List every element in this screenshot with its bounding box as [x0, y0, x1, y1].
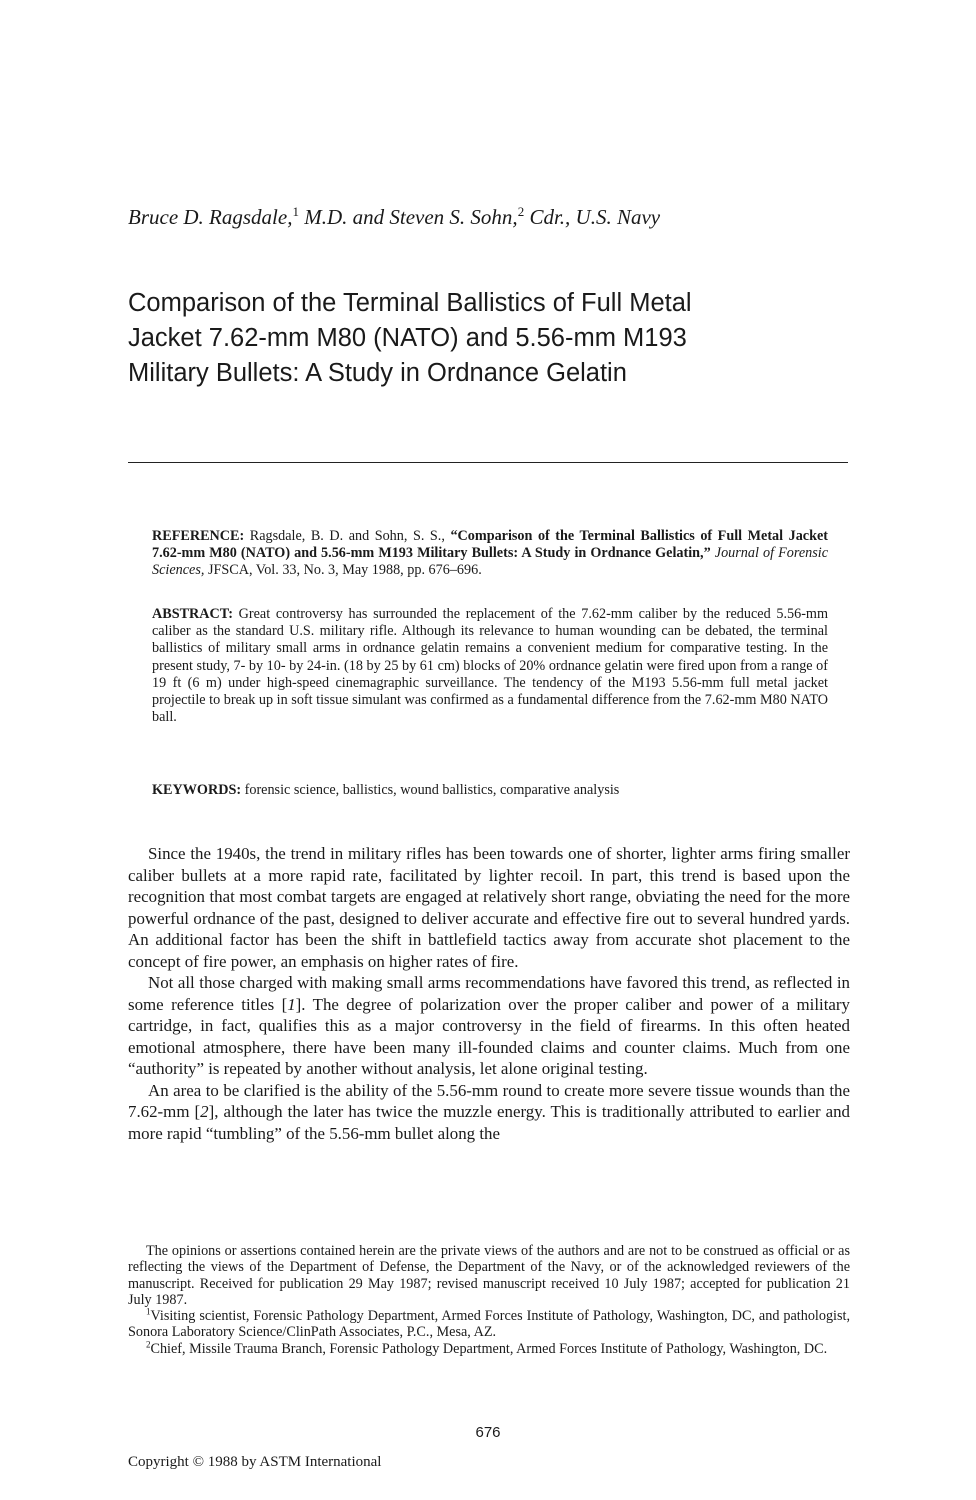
citation-1: 1	[287, 994, 296, 1014]
title-divider	[128, 462, 848, 463]
abstract-block	[152, 606, 828, 726]
keywords-block	[152, 782, 828, 799]
abstract-label: ABSTRACT:	[152, 606, 233, 622]
article-title	[128, 286, 858, 391]
title-line-2: Jacket 7.62-mm M80 (NATO) and 5.56-mm M193	[128, 324, 687, 352]
body-paragraph-1: Since the 1940s, the trend in military rifles has been towards one of shorter, lighter arms firing smaller caliber bullets at a more rapid rate, facilitated by lighter recoil. In part, this trend is based upon the recognition that most combat targets are engaged at relatively short range, obviating the need for the more powerful ordnance of the past, designed to deliver accurate and effective fire out to several hundred yards. An additional factor has been the shift in battlefield tactics away from accurate shot placement to the concept of fire power, an emphasis on higher rates of fire.	[128, 844, 850, 971]
author-2-rank: Cdr., U.S. Navy	[529, 205, 661, 229]
copyright-notice: Copyright © 1988 by ASTM International	[128, 1454, 382, 1470]
author-1-degree-and-author-2: M.D. and Steven S. Sohn,	[304, 205, 518, 229]
reference-journal: Journal of Forensic Sciences,	[152, 545, 829, 579]
reference-details: JFSCA, Vol. 33, No. 3, May 1988, pp. 676–696.	[207, 562, 482, 579]
footnote-1	[128, 1308, 850, 1341]
body-paragraph-2-part-a: Not all those charged with making small arms recommendations have favored this trend, as reflected in some reference titles [	[128, 973, 850, 1014]
keywords-text: forensic science, ballistics, wound ballistics, comparative analysis	[244, 782, 620, 798]
body-paragraph-3	[128, 1080, 850, 1145]
author-2-footnote-mark: 2	[517, 204, 525, 219]
body-text	[128, 843, 850, 1144]
body-paragraph-3-part-b: ], although the later has twice the muzzle energy. This is traditionally attributed to earlier and more rapid “tumbling” of the 5.56-mm bullet along the	[128, 1102, 850, 1143]
author-line	[128, 203, 848, 231]
citation-2: 2	[200, 1102, 209, 1121]
reference-block	[152, 528, 828, 580]
body-paragraph-2-part-b: ]. The degree of polarization over the proper caliber and power of a military cartridge, in fact, qualifies this as a major controversy in the field of firearms. In this often heated emotional atmosphere, there have been many ill-founded claims and counter claims. Much from one “authority” is repeated by another without analysis, let alone original testing.	[128, 994, 851, 1078]
title-line-1: Comparison of the Terminal Ballistics of Full Metal	[128, 289, 692, 317]
keywords-label: KEYWORDS:	[152, 782, 242, 798]
reference-title: “Comparison of the Terminal Ballistics of Full Metal Jacket 7.62-mm M80 (NATO) and 5.56-mm M193 Military Bullets: A Study in Ordnance Gelatin,”	[152, 528, 829, 562]
body-paragraph-3-part-a: An area to be clarified is the ability of the 5.56-mm round to create more severe tissue wounds than the 7.62-mm [	[128, 1080, 850, 1121]
footnote-disclaimer: The opinions or assertions contained herein are the private views of the authors and are not to be construed as official or as reflecting the views of the Department of Defense, the Department of the Navy, or of the acknowledged reviewers of the manuscript. Received for publication 29 May 1987; revised manuscript received 10 July 1987; accepted for publication 21 July 1987.	[128, 1243, 850, 1308]
title-line-3: Military Bullets: A Study in Ordnance Gelatin	[128, 359, 627, 387]
author-1-footnote-mark: 1	[292, 204, 299, 219]
reference-label: REFERENCE:	[152, 528, 245, 544]
footnote-2	[128, 1341, 850, 1357]
reference-authors: Ragsdale, B. D. and Sohn, S. S.,	[249, 528, 445, 544]
footnote-1-text: Visiting scientist, Forensic Pathology Department, Armed Forces Institute of Pathology, Washington, DC, and pathologist, Sonora Laboratory Science/ClinPath Associates, P.C., Mesa, AZ.	[128, 1308, 850, 1341]
author-1-name: Bruce D. Ragsdale,	[128, 205, 293, 229]
footnotes	[128, 1243, 850, 1357]
footnote-1-mark: 1	[146, 1306, 151, 1317]
abstract-text: Great controversy has surrounded the replacement of the 7.62-mm caliber by the reduced 5.56-mm caliber as the standard U.S. military rifle. Although its relevance to human wounding can be debated, the terminal ballistics of military small arms in ordnance gelatin remains a convenient medium for comparative testing. In the present study, 7- by 10- by 24-in. (18 by 25 by 61 cm) blocks of 20% ordnance gelatin were fired upon from a range of 19 ft (6 m) under high-speed cinemagraphic surveillance. The tendency of the M193 5.56-mm full metal jacket projectile to break up in soft tissue simulant was confirmed as a fundamental difference from the 7.62-mm M80 NATO ball.	[152, 606, 829, 726]
page-number: 676	[475, 1424, 501, 1441]
footnote-2-mark: 2	[146, 1339, 151, 1350]
footnote-2-text: Chief, Missile Trauma Branch, Forensic Pathology Department, Armed Forces Institute of Pathology, Washington, DC.	[150, 1340, 828, 1357]
body-paragraph-2	[128, 972, 850, 1080]
